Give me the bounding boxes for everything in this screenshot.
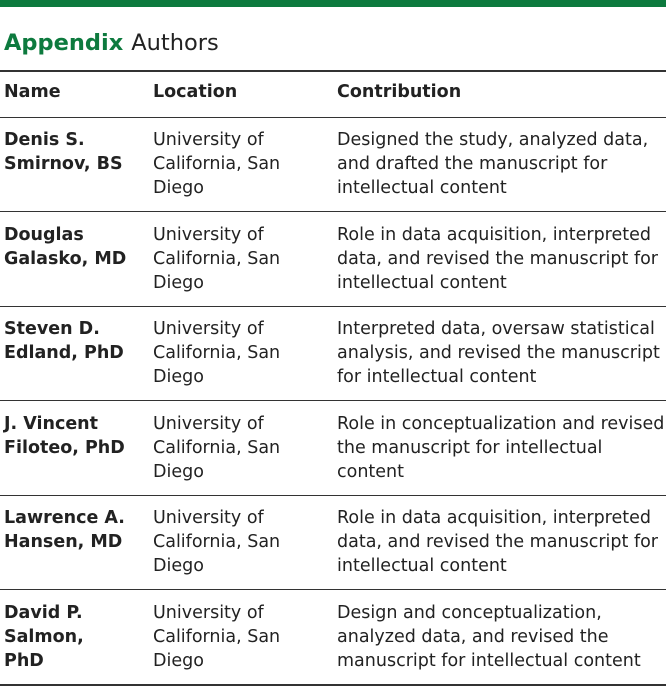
row-5-location: University of California, San Diego: [153, 508, 281, 576]
row-3-location: University of California, San Diego: [153, 319, 281, 387]
header-top-rule: [0, 70, 666, 72]
row-divider: [0, 400, 666, 401]
row-divider: [0, 211, 666, 212]
row-divider: [0, 306, 666, 307]
row-4-contribution: Role in conceptualization and revised the manuscript for intellectual content: [337, 414, 665, 482]
header-bottom-rule: [0, 117, 666, 118]
table-title-label: Appendix: [4, 30, 124, 56]
row-5-contribution: Role in data acquisition, interpreted data, and revised the manuscript for intellectual content: [337, 508, 659, 576]
row-2-name: Douglas Galasko, MD: [4, 225, 127, 269]
row-1-location: University of California, San Diego: [153, 130, 281, 198]
row-5-name: Lawrence A. Hansen, MD: [4, 508, 125, 552]
row-3-contribution: Interpreted data, oversaw statistical analysis, and revised the manuscript for intellectual content: [337, 319, 660, 387]
table-title: [4, 28, 219, 58]
table-bottom-rule: [0, 684, 666, 686]
row-1-contribution: Designed the study, analyzed data, and drafted the manuscript for intellectual content: [337, 130, 649, 198]
row-2-location: University of California, San Diego: [153, 225, 281, 293]
row-6-location: University of California, San Diego: [153, 603, 281, 671]
top-accent-bar: [0, 0, 666, 7]
row-6-name: David P. Salmon, PhD: [4, 603, 84, 671]
column-header-contribution: Contribution: [337, 82, 462, 102]
row-6-contribution: Design and conceptualization, analyzed data, and revised the manuscript for intellectual content: [337, 603, 641, 671]
row-1-name: Denis S. Smirnov, BS: [4, 130, 123, 174]
row-3-name: Steven D. Edland, PhD: [4, 319, 124, 363]
row-4-name: J. Vincent Filoteo, PhD: [4, 414, 125, 458]
row-divider: [0, 495, 666, 496]
column-header-name: Name: [4, 82, 61, 102]
row-divider: [0, 589, 666, 590]
column-header-location: Location: [153, 82, 238, 102]
row-4-location: University of California, San Diego: [153, 414, 281, 482]
row-2-contribution: Role in data acquisition, interpreted data, and revised the manuscript for intellectual content: [337, 225, 659, 293]
table-title-text: Authors: [131, 30, 219, 56]
